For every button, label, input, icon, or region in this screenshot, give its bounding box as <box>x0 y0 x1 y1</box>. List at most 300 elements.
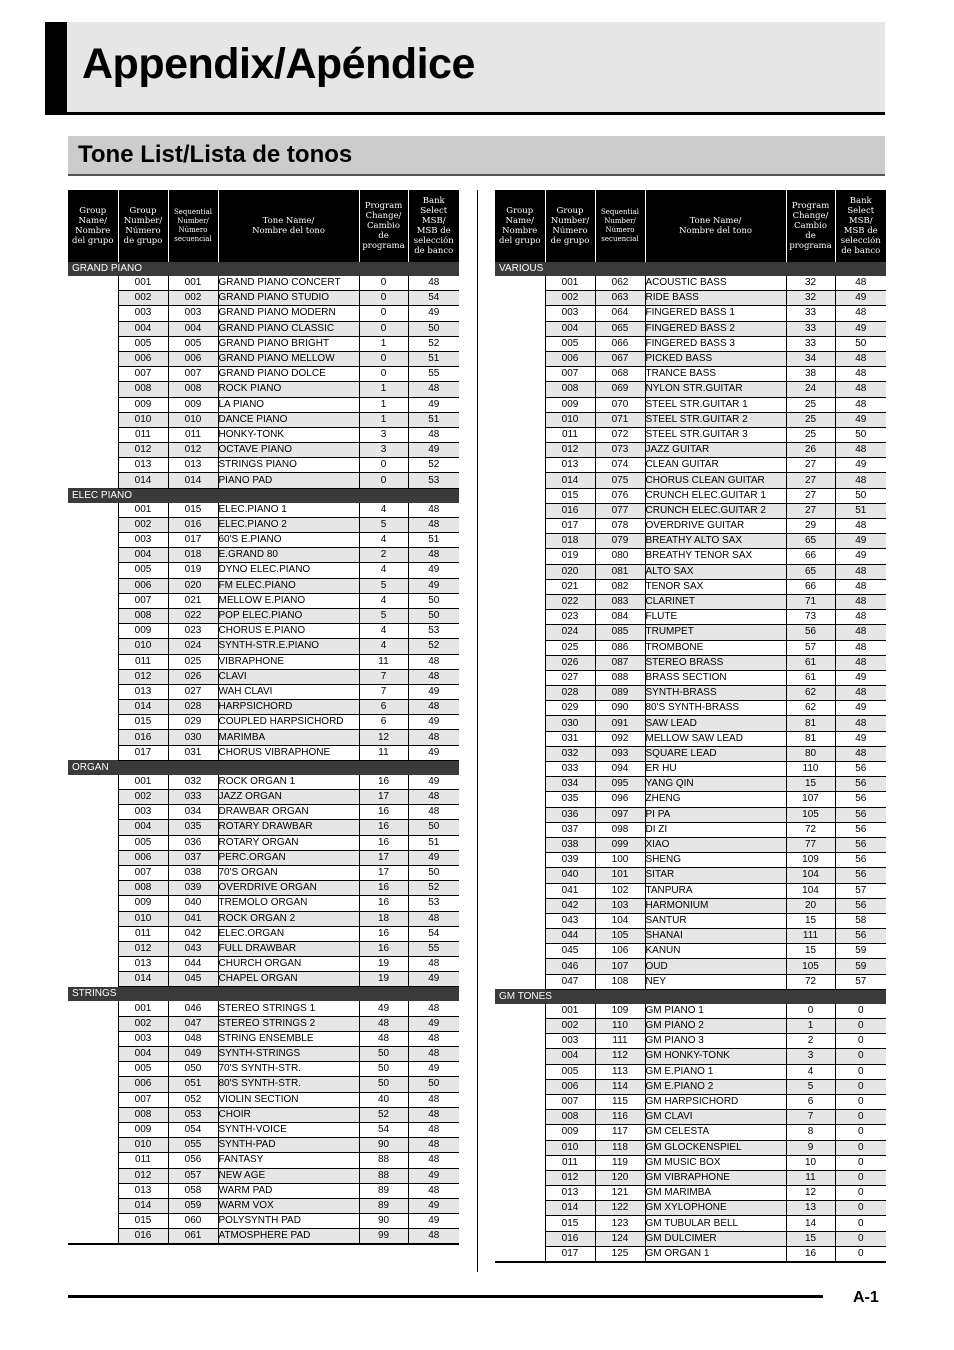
group-number-cell: 012 <box>118 941 168 956</box>
group-number-cell: 013 <box>545 458 595 473</box>
group-name-cell <box>68 624 118 639</box>
group-name-cell <box>495 1201 545 1216</box>
group-name: ELEC PIANO <box>68 488 459 503</box>
group-name-cell <box>68 941 118 956</box>
group-name-cell <box>68 1122 118 1137</box>
col-header-tone-name: Tone Name/ Nombre del tono <box>218 190 359 262</box>
sequential-number-cell: 103 <box>595 898 645 913</box>
group-number-cell: 002 <box>545 291 595 306</box>
group-name-cell <box>495 549 545 564</box>
tone-name-cell: TENOR SAX <box>645 579 786 594</box>
bank-select-cell: 51 <box>408 835 459 850</box>
group-number-cell: 024 <box>545 625 595 640</box>
sequential-number-cell: 055 <box>168 1138 218 1153</box>
sequential-number-cell: 052 <box>168 1092 218 1107</box>
tone-name-cell: GRAND PIANO CONCERT <box>218 276 359 291</box>
sequential-number-cell: 109 <box>595 1004 645 1019</box>
tone-name-cell: ZHENG <box>645 792 786 807</box>
sequential-number-cell: 003 <box>168 306 218 321</box>
sequential-number-cell: 120 <box>595 1170 645 1185</box>
table-row <box>495 640 886 655</box>
table-row <box>495 1064 886 1079</box>
bank-select-cell: 48 <box>408 1107 459 1122</box>
table-row <box>68 443 459 458</box>
section-title: Tone List/Lista de tonos <box>78 141 353 168</box>
table-header-row <box>495 190 886 262</box>
program-change-cell: 61 <box>786 670 835 685</box>
group-name-cell <box>495 1231 545 1246</box>
bank-select-cell: 52 <box>408 336 459 351</box>
table-row <box>495 837 886 852</box>
tone-name-cell: MELLOW SAW LEAD <box>645 731 786 746</box>
sequential-number-cell: 047 <box>168 1016 218 1031</box>
table-row <box>495 716 886 731</box>
sequential-number-cell: 071 <box>595 412 645 427</box>
tone-name-cell: BREATHY TENOR SAX <box>645 549 786 564</box>
table-header-row <box>68 190 459 262</box>
sequential-number-cell: 011 <box>168 427 218 442</box>
bank-select-cell: 0 <box>835 1004 886 1019</box>
sequential-number-cell: 091 <box>595 716 645 731</box>
table-body-right <box>495 262 886 1262</box>
bank-select-cell: 54 <box>408 926 459 941</box>
bank-select-cell: 48 <box>408 503 459 518</box>
tone-name-cell: 80'S SYNTH-STR. <box>218 1077 359 1092</box>
col-header-tone-name: Tone Name/ Nombre del tono <box>645 190 786 262</box>
group-name-cell <box>495 974 545 989</box>
table-row <box>495 503 886 518</box>
col-header-program-change: Program Change/ Cambio de programa <box>786 190 835 262</box>
sequential-number-cell: 084 <box>595 610 645 625</box>
group-name-cell <box>495 1049 545 1064</box>
group-number-cell: 013 <box>118 684 168 699</box>
program-change-cell: 4 <box>359 624 408 639</box>
sequential-number-cell: 106 <box>595 944 645 959</box>
bank-select-cell: 48 <box>408 276 459 291</box>
group-number-cell: 039 <box>545 853 595 868</box>
table-row <box>68 700 459 715</box>
tone-name-cell: E.GRAND 80 <box>218 548 359 563</box>
tone-name-cell: CHAPEL ORGAN <box>218 972 359 987</box>
group-number-cell: 014 <box>118 1198 168 1213</box>
group-name-cell <box>68 533 118 548</box>
bank-select-cell: 50 <box>408 321 459 336</box>
group-number-cell: 005 <box>118 563 168 578</box>
group-number-cell: 013 <box>118 957 168 972</box>
group-name-cell <box>68 1229 118 1245</box>
tone-name-cell: STEREO STRINGS 2 <box>218 1016 359 1031</box>
table-row <box>495 1079 886 1094</box>
program-change-cell: 17 <box>359 850 408 865</box>
sequential-number-cell: 058 <box>168 1183 218 1198</box>
tone-name-cell: OVERDRIVE GUITAR <box>645 519 786 534</box>
bank-select-cell: 0 <box>835 1079 886 1094</box>
group-name-cell <box>68 276 118 291</box>
bank-select-cell: 56 <box>835 792 886 807</box>
group-name-cell <box>495 412 545 427</box>
group-name-cell <box>495 367 545 382</box>
bank-select-cell: 48 <box>835 594 886 609</box>
tone-name-cell: FINGERED BASS 2 <box>645 321 786 336</box>
bank-select-cell: 53 <box>408 624 459 639</box>
group-number-cell: 027 <box>545 670 595 685</box>
tone-name-cell: ROTARY ORGAN <box>218 835 359 850</box>
group-name-cell <box>495 777 545 792</box>
table-row <box>68 473 459 488</box>
sequential-number-cell: 070 <box>595 397 645 412</box>
col-header-bank-select: Bank Select MSB/ MSB de selección de banco <box>408 190 459 262</box>
program-change-cell: 0 <box>359 276 408 291</box>
table-row <box>68 820 459 835</box>
table-row <box>495 306 886 321</box>
bank-select-cell: 48 <box>835 382 886 397</box>
col-header-group-name: Group Name/ Nombre del grupo <box>68 190 118 262</box>
program-change-cell: 89 <box>359 1198 408 1213</box>
group-name-cell <box>495 1216 545 1231</box>
program-change-cell: 27 <box>786 503 835 518</box>
group-number-cell: 003 <box>118 1031 168 1046</box>
table-row <box>495 746 886 761</box>
table-row <box>68 1214 459 1229</box>
group-number-cell: 005 <box>118 336 168 351</box>
program-change-cell: 105 <box>786 959 835 974</box>
sequential-number-cell: 053 <box>168 1107 218 1122</box>
sequential-number-cell: 032 <box>168 775 218 790</box>
sequential-number-cell: 001 <box>168 276 218 291</box>
program-change-cell: 15 <box>786 1231 835 1246</box>
sequential-number-cell: 015 <box>168 503 218 518</box>
bank-select-cell: 48 <box>835 519 886 534</box>
program-change-cell: 0 <box>359 291 408 306</box>
group-name-cell <box>68 321 118 336</box>
tone-name-cell: RIDE BASS <box>645 291 786 306</box>
table-row <box>68 805 459 820</box>
bank-select-cell: 0 <box>835 1246 886 1262</box>
group-name-cell <box>68 790 118 805</box>
group-number-cell: 045 <box>545 944 595 959</box>
bank-select-cell: 55 <box>408 941 459 956</box>
group-name-cell <box>68 578 118 593</box>
group-name-cell <box>495 762 545 777</box>
program-change-cell: 111 <box>786 929 835 944</box>
group-number-cell: 038 <box>545 837 595 852</box>
group-number-cell: 004 <box>545 1049 595 1064</box>
tone-name-cell: STEREO BRASS <box>645 655 786 670</box>
sequential-number-cell: 078 <box>595 519 645 534</box>
group-number-cell: 004 <box>545 321 595 336</box>
bank-select-cell: 56 <box>835 807 886 822</box>
sequential-number-cell: 097 <box>595 807 645 822</box>
group-name-cell <box>495 427 545 442</box>
tone-name-cell: YANG QIN <box>645 777 786 792</box>
program-change-cell: 8 <box>786 1125 835 1140</box>
bank-select-cell: 49 <box>408 306 459 321</box>
program-change-cell: 1 <box>359 336 408 351</box>
group-name-cell <box>495 792 545 807</box>
bank-select-cell: 50 <box>408 608 459 623</box>
program-change-cell: 20 <box>786 898 835 913</box>
tone-name-cell: GRAND PIANO CLASSIC <box>218 321 359 336</box>
group-number-cell: 003 <box>118 306 168 321</box>
group-number-cell: 029 <box>545 701 595 716</box>
tone-name-cell: SAW LEAD <box>645 716 786 731</box>
program-change-cell: 4 <box>359 503 408 518</box>
tone-name-cell: POLYSYNTH PAD <box>218 1214 359 1229</box>
table-row <box>68 926 459 941</box>
group-number-cell: 007 <box>118 865 168 880</box>
program-change-cell: 2 <box>786 1034 835 1049</box>
group-number-cell: 046 <box>545 959 595 974</box>
program-change-cell: 4 <box>786 1064 835 1079</box>
bank-select-cell: 48 <box>408 1183 459 1198</box>
program-change-cell: 81 <box>786 716 835 731</box>
group-number-cell: 044 <box>545 929 595 944</box>
bank-select-cell: 48 <box>835 473 886 488</box>
group-name-cell <box>68 1153 118 1168</box>
program-change-cell: 38 <box>786 367 835 382</box>
program-change-cell: 50 <box>359 1062 408 1077</box>
group-number-cell: 002 <box>545 1019 595 1034</box>
group-number-cell: 018 <box>545 534 595 549</box>
group-name: VARIOUS <box>495 262 886 276</box>
program-change-cell: 27 <box>786 488 835 503</box>
table-row <box>68 321 459 336</box>
program-change-cell: 57 <box>786 640 835 655</box>
table-row <box>68 382 459 397</box>
group-name-cell <box>68 563 118 578</box>
program-change-cell: 16 <box>359 835 408 850</box>
group-number-cell: 005 <box>118 1062 168 1077</box>
bank-select-cell: 49 <box>408 397 459 412</box>
group-name-cell <box>68 473 118 488</box>
sequential-number-cell: 016 <box>168 517 218 532</box>
tone-name-cell: GM MARIMBA <box>645 1186 786 1201</box>
bank-select-cell: 48 <box>408 805 459 820</box>
group-number-cell: 017 <box>545 1246 595 1262</box>
sequential-number-cell: 037 <box>168 850 218 865</box>
tone-name-cell: LA PIANO <box>218 397 359 412</box>
col-header-program-change: Program Change/ Cambio de programa <box>359 190 408 262</box>
table-row <box>495 898 886 913</box>
group-name-cell <box>68 608 118 623</box>
table-row <box>68 654 459 669</box>
group-name-cell <box>68 1214 118 1229</box>
group-name: GRAND PIANO <box>68 262 459 276</box>
program-change-cell: 7 <box>359 684 408 699</box>
tone-name-cell: FULL DRAWBAR <box>218 941 359 956</box>
group-name: GM TONES <box>495 989 886 1004</box>
bank-select-cell: 53 <box>408 473 459 488</box>
bank-select-cell: 48 <box>835 610 886 625</box>
table-row <box>68 1016 459 1031</box>
table-row <box>495 883 886 898</box>
group-name-cell <box>68 1107 118 1122</box>
group-name-cell <box>68 957 118 972</box>
col-header-group-number: Group Number/ Número de grupo <box>118 190 168 262</box>
program-change-cell: 71 <box>786 594 835 609</box>
group-number-cell: 006 <box>545 1079 595 1094</box>
group-name-cell <box>495 488 545 503</box>
table-row <box>495 1186 886 1201</box>
tone-name-cell: NYLON STR.GUITAR <box>645 382 786 397</box>
tone-name-cell: ROCK ORGAN 1 <box>218 775 359 790</box>
group-header-row <box>68 760 459 775</box>
bank-select-cell: 0 <box>835 1140 886 1155</box>
table-row <box>495 1004 886 1019</box>
bank-select-cell: 49 <box>408 684 459 699</box>
bank-select-cell: 50 <box>408 820 459 835</box>
program-change-cell: 88 <box>359 1153 408 1168</box>
program-change-cell: 25 <box>786 412 835 427</box>
bank-select-cell: 48 <box>408 654 459 669</box>
bank-select-cell: 49 <box>835 701 886 716</box>
program-change-cell: 4 <box>359 563 408 578</box>
program-change-cell: 52 <box>359 1107 408 1122</box>
sequential-number-cell: 081 <box>595 564 645 579</box>
sequential-number-cell: 056 <box>168 1153 218 1168</box>
sequential-number-cell: 072 <box>595 427 645 442</box>
program-change-cell: 88 <box>359 1168 408 1183</box>
table-row <box>68 1198 459 1213</box>
sequential-number-cell: 124 <box>595 1231 645 1246</box>
sequential-number-cell: 098 <box>595 822 645 837</box>
table-row <box>68 865 459 880</box>
group-header-row <box>68 488 459 503</box>
group-name-cell <box>495 1140 545 1155</box>
group-name-cell <box>495 1155 545 1170</box>
tone-name-cell: POP ELEC.PIANO <box>218 608 359 623</box>
group-name-cell <box>495 1170 545 1185</box>
program-change-cell: 16 <box>359 941 408 956</box>
tone-name-cell: CRUNCH ELEC.GUITAR 1 <box>645 488 786 503</box>
group-name-cell <box>495 853 545 868</box>
program-change-cell: 40 <box>359 1092 408 1107</box>
group-number-cell: 015 <box>545 488 595 503</box>
group-number-cell: 011 <box>545 427 595 442</box>
bank-select-cell: 54 <box>408 291 459 306</box>
group-name-cell <box>68 745 118 760</box>
program-change-cell: 5 <box>359 517 408 532</box>
program-change-cell: 0 <box>359 473 408 488</box>
program-change-cell: 11 <box>359 745 408 760</box>
group-number-cell: 007 <box>118 367 168 382</box>
bank-select-cell: 49 <box>835 534 886 549</box>
group-number-cell: 017 <box>118 745 168 760</box>
table-row <box>495 974 886 989</box>
group-name-cell <box>495 1094 545 1109</box>
group-name-cell <box>495 640 545 655</box>
bank-select-cell: 59 <box>835 944 886 959</box>
bank-select-cell: 48 <box>408 700 459 715</box>
group-name-cell <box>495 929 545 944</box>
program-change-cell: 33 <box>786 321 835 336</box>
tone-name-cell: FANTASY <box>218 1153 359 1168</box>
table-row <box>495 382 886 397</box>
group-name-cell <box>68 336 118 351</box>
group-name-cell <box>68 1138 118 1153</box>
tone-name-cell: MELLOW E.PIANO <box>218 593 359 608</box>
table-row <box>68 533 459 548</box>
bank-select-cell: 57 <box>835 974 886 989</box>
group-name-cell <box>495 746 545 761</box>
group-header-row <box>68 987 459 1002</box>
program-change-cell: 110 <box>786 762 835 777</box>
bank-select-cell: 48 <box>408 1031 459 1046</box>
group-number-cell: 010 <box>118 639 168 654</box>
tone-name-cell: GM PIANO 3 <box>645 1034 786 1049</box>
bank-select-cell: 48 <box>835 716 886 731</box>
sequential-number-cell: 064 <box>595 306 645 321</box>
bank-select-cell: 48 <box>835 443 886 458</box>
sequential-number-cell: 088 <box>595 670 645 685</box>
tone-name-cell: TRANCE BASS <box>645 367 786 382</box>
program-change-cell: 16 <box>786 1246 835 1262</box>
sequential-number-cell: 100 <box>595 853 645 868</box>
table-row <box>495 792 886 807</box>
group-number-cell: 043 <box>545 913 595 928</box>
table-row <box>68 911 459 926</box>
group-number-cell: 005 <box>545 336 595 351</box>
sequential-number-cell: 108 <box>595 974 645 989</box>
table-row <box>68 957 459 972</box>
sequential-number-cell: 118 <box>595 1140 645 1155</box>
program-change-cell: 16 <box>359 805 408 820</box>
title-accent-bar <box>45 22 67 112</box>
table-row <box>495 458 886 473</box>
tone-name-cell: CHORUS E.PIANO <box>218 624 359 639</box>
tone-name-cell: WARM PAD <box>218 1183 359 1198</box>
table-row <box>495 913 886 928</box>
tone-name-cell: ALTO SAX <box>645 564 786 579</box>
program-change-cell: 61 <box>786 655 835 670</box>
program-change-cell: 18 <box>359 911 408 926</box>
table-row <box>495 777 886 792</box>
tone-name-cell: 70'S SYNTH-STR. <box>218 1062 359 1077</box>
program-change-cell: 5 <box>359 608 408 623</box>
program-change-cell: 0 <box>359 321 408 336</box>
sequential-number-cell: 113 <box>595 1064 645 1079</box>
sequential-number-cell: 017 <box>168 533 218 548</box>
sequential-number-cell: 045 <box>168 972 218 987</box>
tone-name-cell: GRAND PIANO BRIGHT <box>218 336 359 351</box>
program-change-cell: 7 <box>359 669 408 684</box>
program-change-cell: 99 <box>359 1229 408 1245</box>
table-row <box>495 1049 886 1064</box>
tone-name-cell: VIOLIN SECTION <box>218 1092 359 1107</box>
tone-name-cell: GRAND PIANO MODERN <box>218 306 359 321</box>
bank-select-cell: 48 <box>408 790 459 805</box>
bank-select-cell: 50 <box>835 427 886 442</box>
group-header-row <box>68 262 459 276</box>
sequential-number-cell: 049 <box>168 1047 218 1062</box>
table-row <box>495 549 886 564</box>
group-name-cell <box>495 837 545 852</box>
tone-name-cell: CHOIR <box>218 1107 359 1122</box>
table-row <box>68 503 459 518</box>
group-name-cell <box>68 1092 118 1107</box>
table-row <box>68 896 459 911</box>
bank-select-cell: 55 <box>408 367 459 382</box>
program-change-cell: 17 <box>359 790 408 805</box>
table-row <box>68 639 459 654</box>
group-name-cell <box>68 306 118 321</box>
program-change-cell: 54 <box>359 1122 408 1137</box>
table-row <box>495 336 886 351</box>
group-number-cell: 010 <box>118 412 168 427</box>
sequential-number-cell: 004 <box>168 321 218 336</box>
table-row <box>68 397 459 412</box>
program-change-cell: 107 <box>786 792 835 807</box>
